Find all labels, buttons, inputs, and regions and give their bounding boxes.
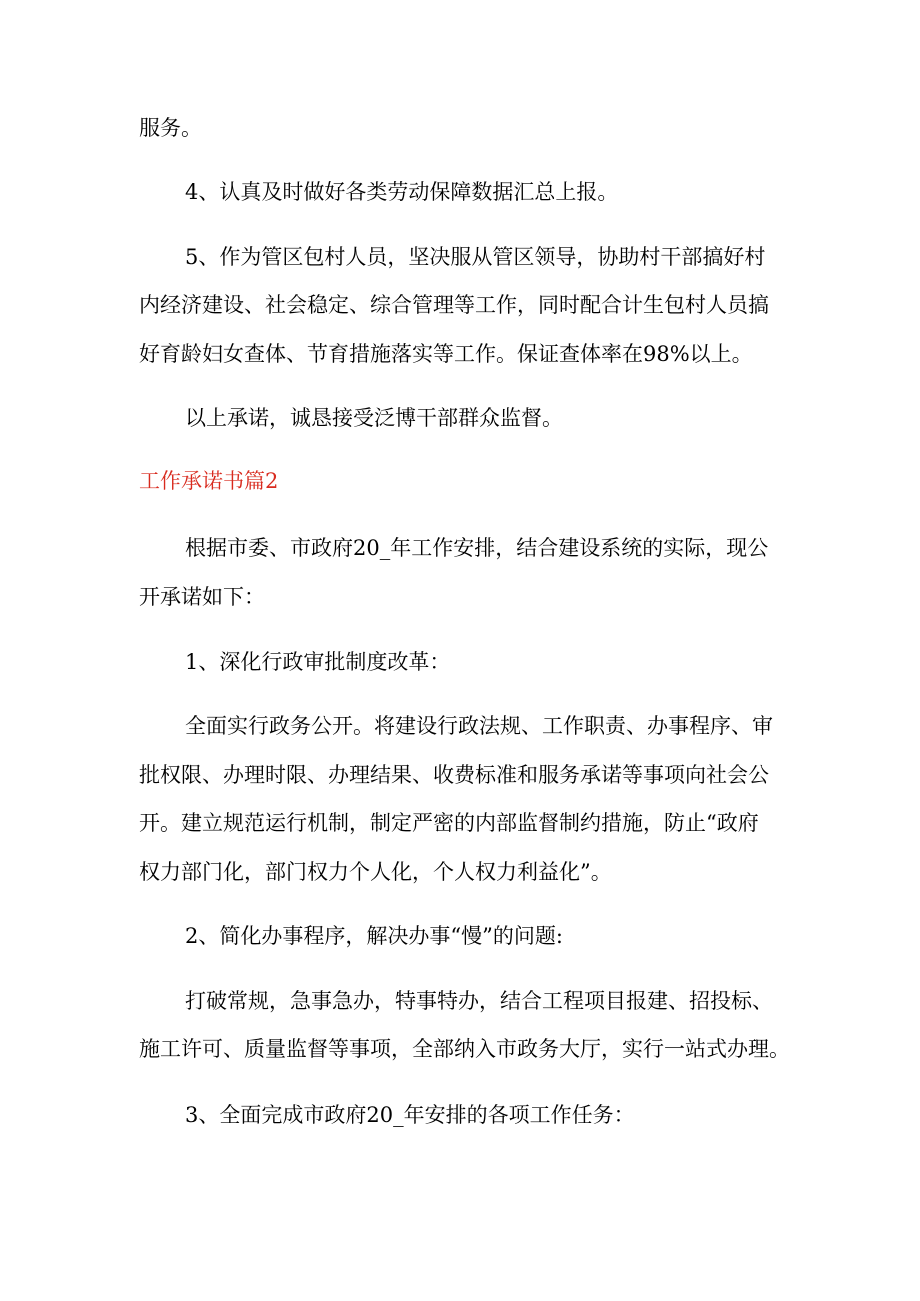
closing-statement: 以上承诺，诚恳接受泛博干部群众监督。 bbox=[185, 406, 563, 430]
paragraph-line: 好育龄妇女查体、节育措施落实等工作。保证查体率在98%以上。 bbox=[139, 342, 753, 366]
list-item-2: 2、简化办事程序，解决办事“慢”的问题: bbox=[185, 924, 563, 948]
paragraph-line: 服务。 bbox=[139, 116, 202, 140]
list-item-4: 4、认真及时做好各类劳动保障数据汇总上报。 bbox=[185, 180, 619, 204]
paragraph-line: 批权限、办理时限、办理结果、收费标准和服务承诺等事项向社会公 bbox=[139, 763, 769, 787]
section-heading: 工作承诺书篇2 bbox=[139, 469, 279, 493]
paragraph-line: 施工许可、质量监督等事项，全部纳入市政务大厅，实行一站式办理。 bbox=[139, 1037, 790, 1061]
list-item-5: 5、作为管区包村人员，坚决服从管区领导，协助村干部搞好村 bbox=[185, 245, 766, 269]
paragraph-line: 权力部门化，部门权力个人化，个人权力利益化”。 bbox=[139, 860, 612, 884]
paragraph-line: 打破常规，急事急办，特事特办，结合工程项目报建、招投标、 bbox=[185, 989, 773, 1013]
intro-paragraph: 根据市委、市政府20_年工作安排，结合建设系统的实际，现公 bbox=[185, 536, 769, 560]
list-item-3: 3、全面完成市政府20_年安排的各项工作任务： bbox=[185, 1103, 635, 1127]
paragraph-line: 开承诺如下： bbox=[139, 585, 265, 609]
list-item-1: 1、深化行政审批制度改革： bbox=[185, 650, 451, 674]
paragraph-line: 开。建立规范运行机制，制定严密的内部监督制约措施，防止“政府 bbox=[139, 811, 759, 835]
paragraph-line: 内经济建设、社会稳定、综合管理等工作，同时配合计生包村人员搞 bbox=[139, 293, 769, 317]
paragraph-line: 全面实行政务公开。将建设行政法规、工作职责、办事程序、审 bbox=[185, 714, 773, 738]
